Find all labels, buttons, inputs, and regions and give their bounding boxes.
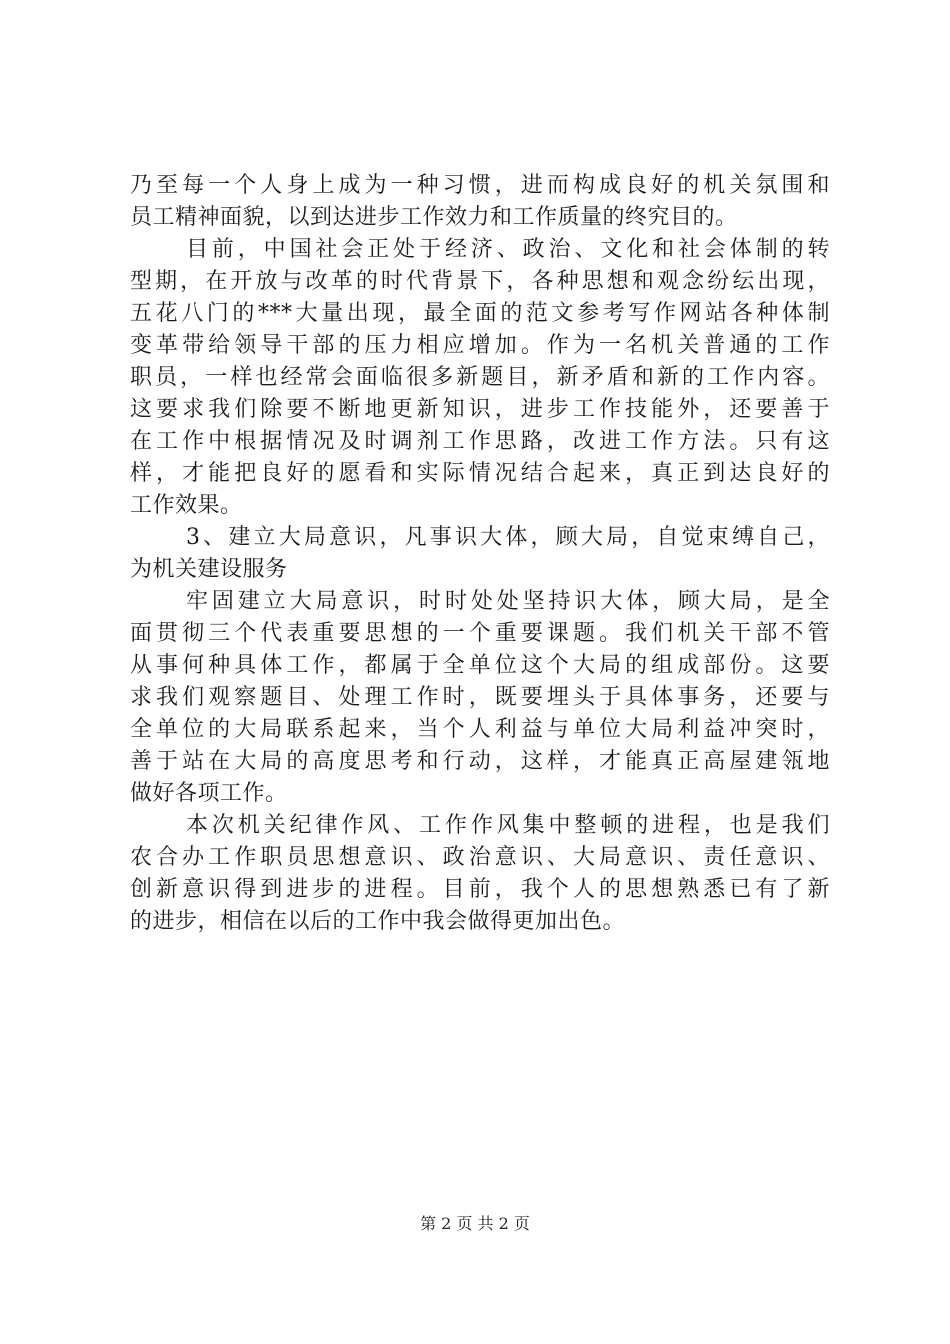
document-body (130, 170, 830, 938)
text-line: 工作效果。 (130, 493, 243, 518)
text-line: 做好各项工作。 (130, 781, 288, 806)
text-line: 变革带给领导干部的压力相应增加。作为一名机关普通的工作 (130, 333, 830, 358)
paragraph-continuation (130, 170, 830, 234)
paragraph-current-situation (130, 234, 830, 522)
text-line: 五花八门的***大量出现，最全面的范文参考写作网站各种体制 (130, 301, 830, 326)
text-line: 目前，中国社会正处于经济、政治、文化和社会体制的转 (186, 237, 830, 262)
text-line: 的进步，相信在以后的工作中我会做得更加出色。 (130, 909, 626, 934)
text-line: 农合办工作职员思想意识、政治意识、大局意识、责任意识、 (130, 845, 830, 870)
text-line: 乃至每一个人身上成为一种习惯，进而构成良好的机关氛围和 (130, 173, 830, 198)
text-line: 这要求我们除要不断地更新知识，进步工作技能外，还要善于 (130, 397, 830, 422)
page-number-footer: 第 2 页 共 2 页 (420, 1214, 530, 1233)
text-line: 样，才能把良好的愿看和实际情况结合起来，真正到达良好的 (130, 461, 830, 486)
paragraph-overall-awareness (130, 586, 830, 810)
text-line: 为机关建设服务 (130, 557, 288, 582)
text-line: 本次机关纪律作风、工作作风集中整顿的进程，也是我们 (186, 813, 830, 838)
text-line: 职员，一样也经常会面临很多新题目，新矛盾和新的工作内容。 (130, 365, 830, 390)
text-line: 员工精神面貌，以到达进步工作效力和工作质量的终究目的。 (130, 205, 738, 230)
text-line: 善于站在大局的高度思考和行动，这样，才能真正高屋建瓴地 (130, 749, 830, 774)
text-line: 面贯彻三个代表重要思想的一个重要课题。我们机关干部不管 (130, 621, 830, 646)
section-heading (130, 522, 830, 586)
text-line: 型期，在开放与改革的时代背景下，各种思想和观念纷纭出现， (130, 269, 830, 294)
paragraph-conclusion (130, 810, 830, 938)
text-line: 3、建立大局意识，凡事识大体，顾大局，自觉束缚自己， (186, 525, 830, 550)
text-line: 牢固建立大局意识，时时处处坚持识大体，顾大局，是全 (186, 589, 830, 614)
text-line: 从事何种具体工作，都属于全单位这个大局的组成部份。这要 (130, 653, 830, 678)
text-line: 全单位的大局联系起来，当个人利益与单位大局利益冲突时， (130, 717, 830, 742)
text-line: 在工作中根据情况及时调剂工作思路，改进工作方法。只有这 (130, 429, 830, 454)
text-line: 创新意识得到进步的进程。目前，我个人的思想熟悉已有了新 (130, 877, 830, 902)
text-line: 求我们观察题目、处理工作时，既要埋头于具体事务，还要与 (130, 685, 830, 710)
